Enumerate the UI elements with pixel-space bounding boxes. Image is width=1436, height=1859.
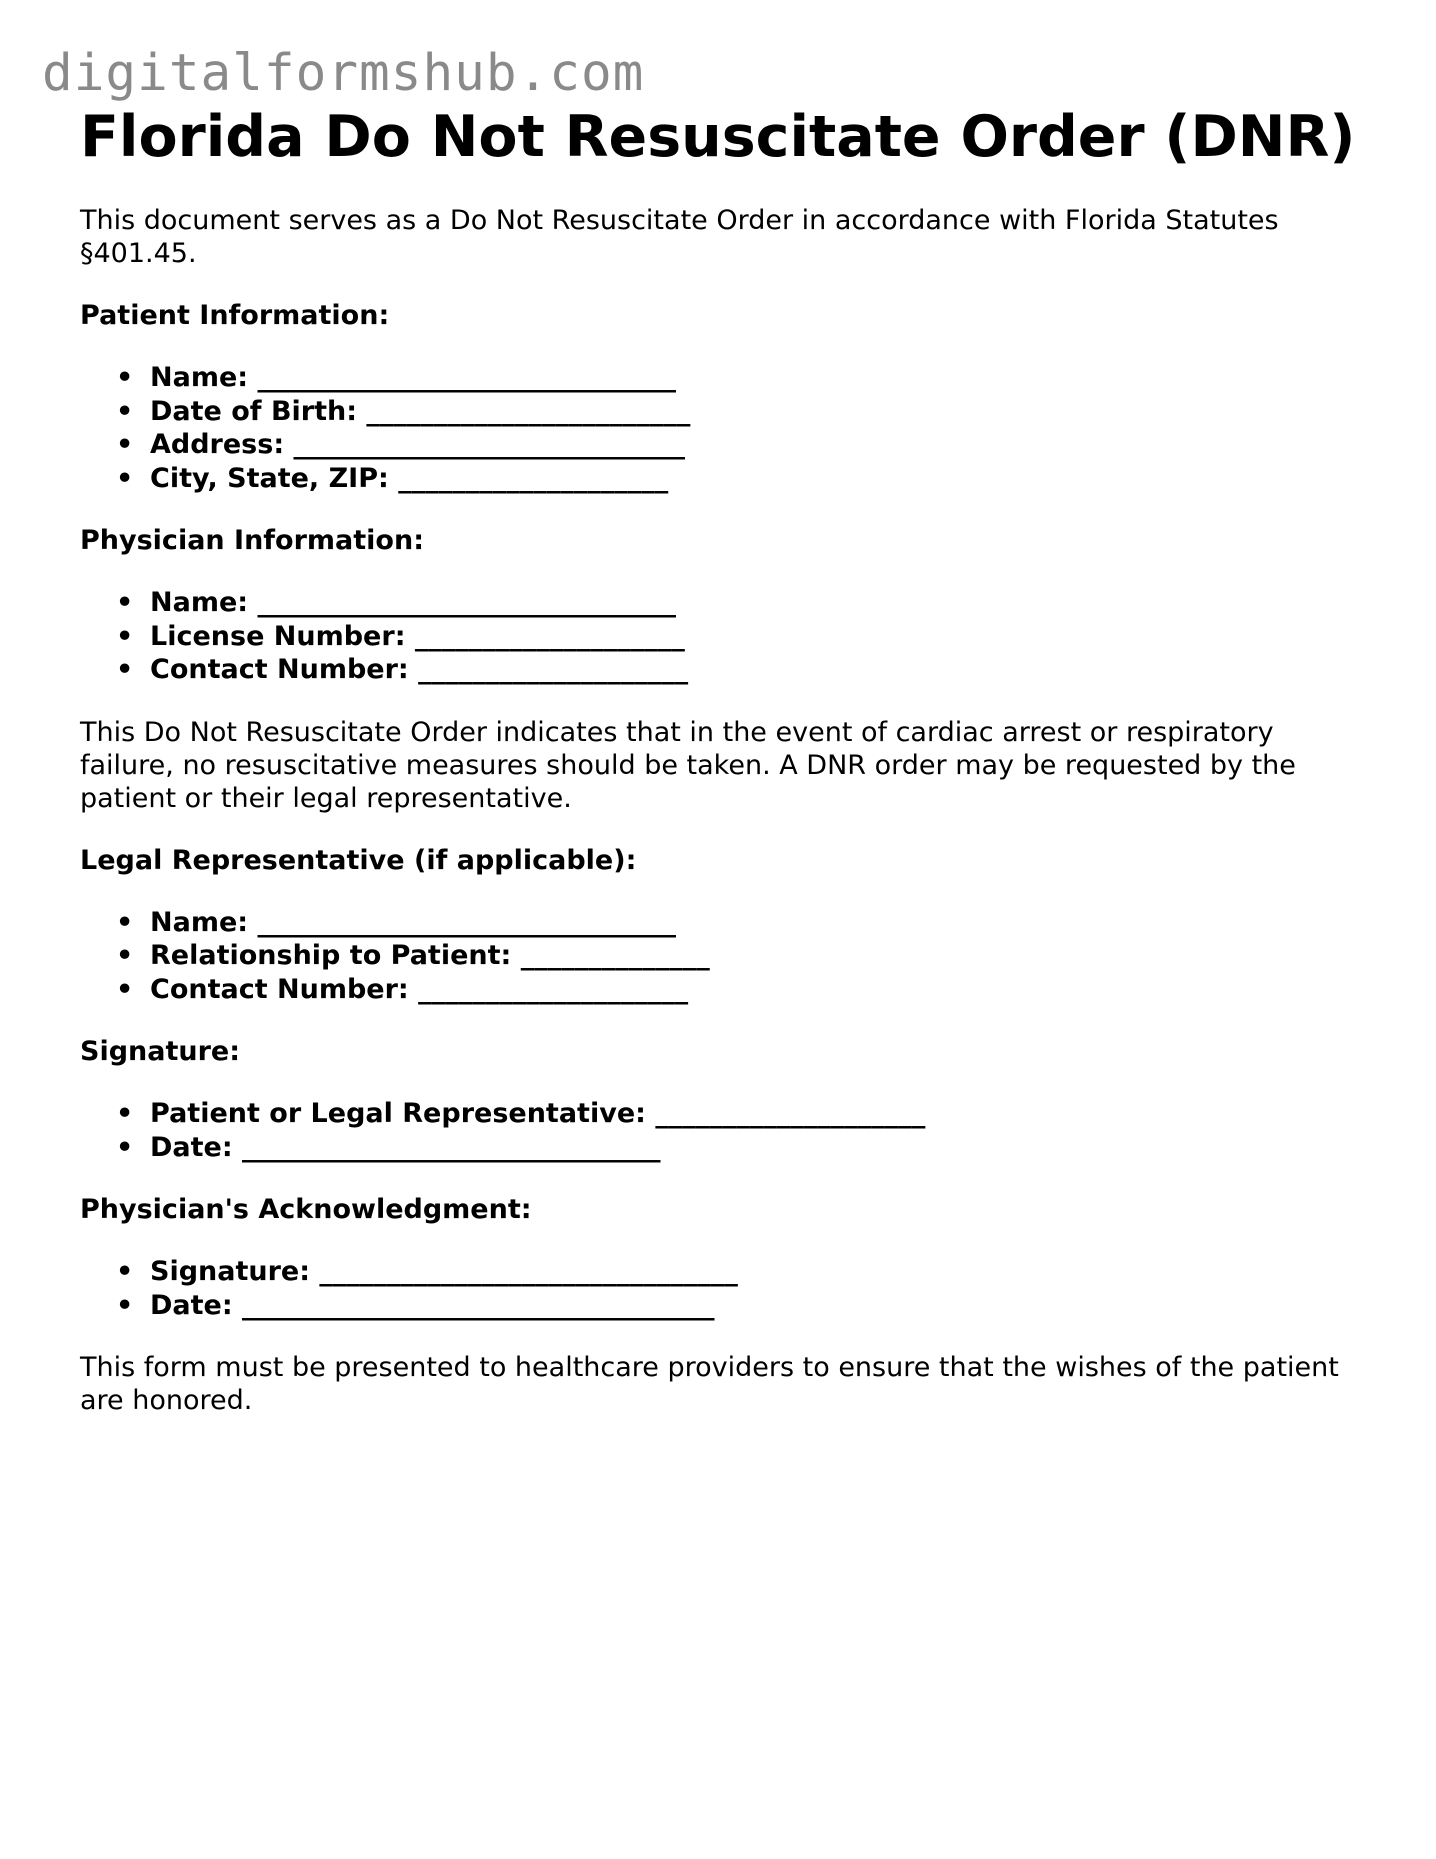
list-item	[116, 1289, 1370, 1323]
physician-info-heading: Physician Information:	[80, 525, 424, 556]
patient-address-field: Address: _____________________________	[150, 429, 686, 460]
bullet: •	[116, 587, 134, 618]
bullet: •	[116, 940, 134, 971]
list-item	[116, 462, 1370, 496]
dnr-statement: This Do Not Resuscitate Order indicates that in the event of cardiac arrest or respiratory failure, no resuscitative measures should be taken. A DNR order may be requested by the patient or their legal representative.	[80, 716, 1296, 814]
bullet: •	[116, 462, 134, 494]
document-page	[80, 100, 1370, 1417]
bullet: •	[116, 1098, 134, 1129]
patient-info-heading: Patient Information:	[80, 300, 390, 331]
list-item	[116, 586, 1370, 620]
watermark: digitalformshub.com	[42, 44, 645, 103]
list-item	[116, 428, 1370, 462]
bullet: •	[116, 1131, 134, 1163]
signature-list	[80, 1097, 1370, 1164]
list-item	[116, 973, 1370, 1007]
physician-license-field: License Number: ____________________	[150, 620, 685, 652]
list-item	[116, 361, 1370, 395]
patient-city-state-zip-field: City, State, ZIP: ____________________	[150, 462, 669, 494]
physician-info-list	[80, 586, 1370, 687]
intro-paragraph: This document serves as a Do Not Resuscitate Order in accordance with Florida Statutes §401.45.	[80, 205, 1279, 269]
physician-ack-list	[80, 1255, 1370, 1322]
list-item	[116, 1255, 1370, 1289]
bullet: •	[116, 429, 134, 460]
patient-info-list	[80, 361, 1370, 495]
patient-or-rep-signature-field: Patient or Legal Representative: ____________________	[150, 1098, 926, 1129]
patient-name-field: Name: _______________________________	[150, 362, 676, 393]
physician-ack-date-field: Date: ___________________________________	[150, 1289, 715, 1321]
bullet: •	[116, 620, 134, 652]
bullet: •	[116, 395, 134, 427]
legal-rep-relationship-field: Relationship to Patient: ______________	[150, 940, 710, 971]
physician-contact-field: Contact Number: ____________________	[150, 654, 689, 685]
legal-rep-list	[80, 906, 1370, 1007]
bullet: •	[116, 654, 134, 685]
physician-ack-heading: Physician's Acknowledgment:	[80, 1194, 532, 1225]
bullet: •	[116, 1256, 134, 1287]
physician-name-field: Name: _______________________________	[150, 587, 676, 618]
list-item	[116, 653, 1370, 687]
signature-heading: Signature:	[80, 1036, 241, 1067]
legal-rep-heading: Legal Representative (if applicable):	[80, 844, 637, 876]
list-item	[116, 395, 1370, 429]
list-item	[116, 1097, 1370, 1131]
list-item	[116, 620, 1370, 654]
legal-rep-name-field: Name: _______________________________	[150, 906, 676, 938]
bullet: •	[116, 362, 134, 393]
signature-date-field: Date: _______________________________	[150, 1131, 661, 1163]
bullet: •	[116, 906, 134, 938]
bullet: •	[116, 1289, 134, 1321]
patient-dob-field: Date of Birth: ________________________	[150, 395, 691, 427]
list-item	[116, 939, 1370, 973]
bullet: •	[116, 973, 134, 1005]
document-title: Florida Do Not Resuscitate Order (DNR)	[80, 104, 1356, 170]
closing-paragraph: This form must be presented to healthcare providers to ensure that the wishes of the patient are honored.	[80, 1352, 1339, 1416]
legal-rep-contact-field: Contact Number: ____________________	[150, 973, 689, 1005]
list-item	[116, 906, 1370, 940]
list-item	[116, 1131, 1370, 1165]
physician-signature-field: Signature: _______________________________	[150, 1256, 738, 1287]
